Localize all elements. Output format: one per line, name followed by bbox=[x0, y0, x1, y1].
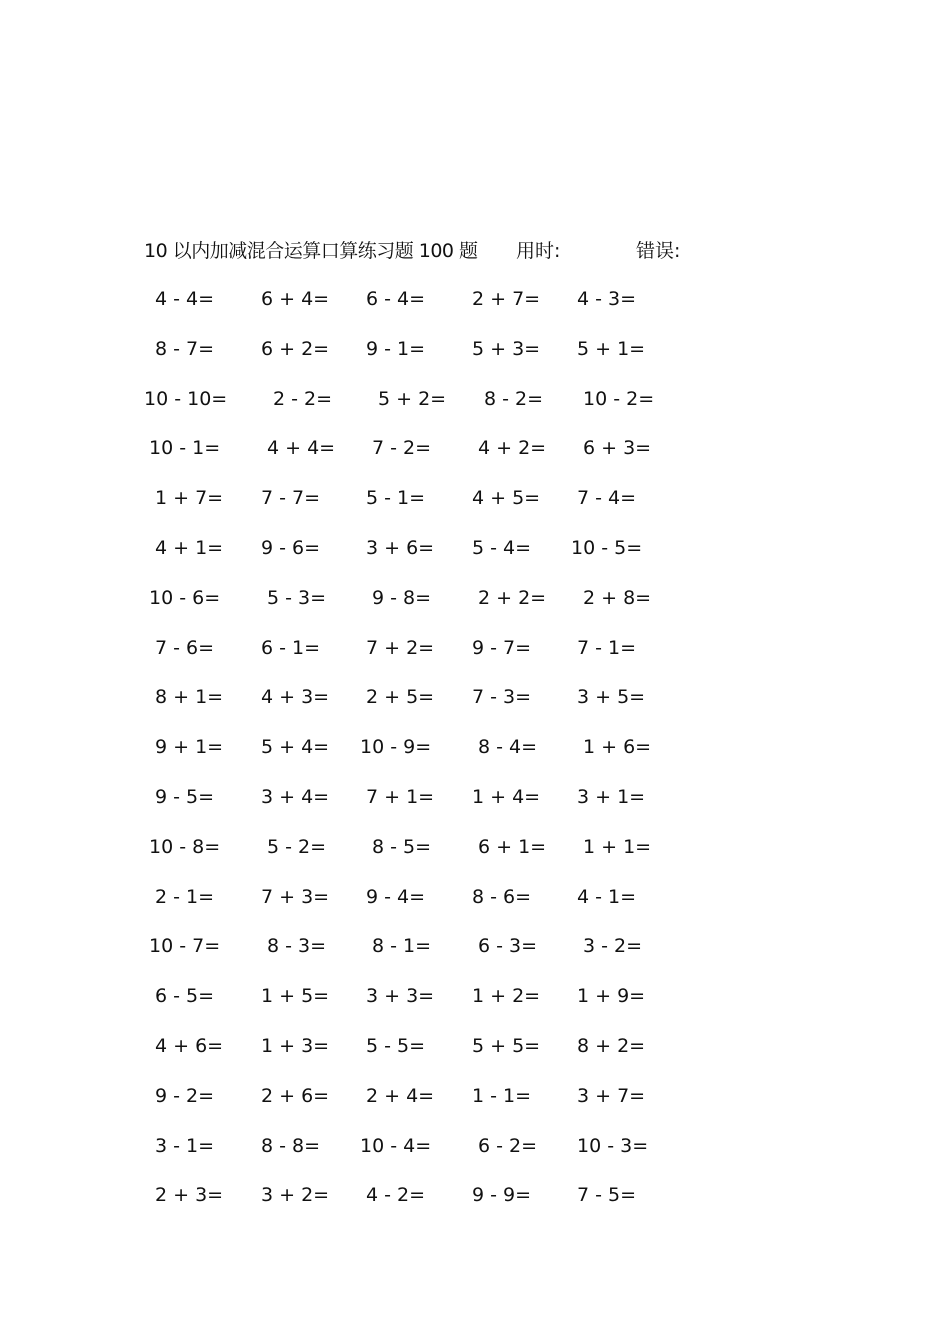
arithmetic-problem: 5 - 5= bbox=[366, 1034, 426, 1057]
arithmetic-problem: 4 + 2= bbox=[478, 437, 547, 460]
arithmetic-problem: 5 - 2= bbox=[267, 835, 327, 858]
arithmetic-problem: 10 - 2= bbox=[583, 387, 655, 410]
problem-row bbox=[0, 882, 950, 932]
arithmetic-problem: 7 - 7= bbox=[261, 487, 321, 510]
arithmetic-problem: 10 - 7= bbox=[149, 935, 221, 958]
arithmetic-problem: 9 + 1= bbox=[155, 736, 224, 759]
arithmetic-problem: 7 - 6= bbox=[155, 636, 215, 659]
arithmetic-problem: 7 - 5= bbox=[577, 1184, 637, 1207]
arithmetic-problem: 8 - 5= bbox=[372, 835, 432, 858]
arithmetic-problem: 6 - 2= bbox=[478, 1134, 538, 1157]
arithmetic-problem: 5 + 3= bbox=[472, 337, 541, 360]
problem-row bbox=[0, 981, 950, 1031]
arithmetic-problem: 1 + 5= bbox=[261, 985, 330, 1008]
arithmetic-problem: 6 + 2= bbox=[261, 337, 330, 360]
arithmetic-problem: 7 + 1= bbox=[366, 785, 435, 808]
arithmetic-problem: 7 - 2= bbox=[372, 437, 432, 460]
arithmetic-problem: 9 - 6= bbox=[261, 536, 321, 559]
arithmetic-problem: 5 + 5= bbox=[472, 1034, 541, 1057]
arithmetic-problem: 9 - 9= bbox=[472, 1184, 532, 1207]
arithmetic-problem: 3 + 2= bbox=[261, 1184, 330, 1207]
arithmetic-problem: 10 - 10= bbox=[144, 387, 228, 410]
arithmetic-problem: 3 + 5= bbox=[577, 686, 646, 709]
arithmetic-problem: 4 + 4= bbox=[267, 437, 336, 460]
arithmetic-problem: 3 + 3= bbox=[366, 985, 435, 1008]
arithmetic-problem: 2 - 1= bbox=[155, 885, 215, 908]
arithmetic-problem: 3 + 7= bbox=[577, 1084, 646, 1107]
arithmetic-problem: 2 - 2= bbox=[273, 387, 333, 410]
arithmetic-problem: 4 + 5= bbox=[472, 487, 541, 510]
errors-label: 错误: bbox=[636, 240, 681, 262]
problem-row bbox=[0, 633, 950, 683]
arithmetic-problem: 8 - 2= bbox=[484, 387, 544, 410]
problem-row bbox=[0, 1031, 950, 1081]
arithmetic-problem: 7 + 3= bbox=[261, 885, 330, 908]
arithmetic-problem: 9 - 2= bbox=[155, 1084, 215, 1107]
arithmetic-problem: 2 + 6= bbox=[261, 1084, 330, 1107]
arithmetic-problem: 2 + 4= bbox=[366, 1084, 435, 1107]
problem-row bbox=[0, 832, 950, 882]
arithmetic-problem: 9 - 8= bbox=[372, 586, 432, 609]
problem-grid bbox=[0, 284, 950, 1230]
arithmetic-problem: 10 - 9= bbox=[360, 736, 432, 759]
arithmetic-problem: 2 + 2= bbox=[478, 586, 547, 609]
arithmetic-problem: 5 - 1= bbox=[366, 487, 426, 510]
problem-row bbox=[0, 483, 950, 533]
problem-row bbox=[0, 1131, 950, 1181]
arithmetic-problem: 1 + 1= bbox=[583, 835, 652, 858]
arithmetic-problem: 7 - 1= bbox=[577, 636, 637, 659]
worksheet-title: 10 以内加减混合运算口算练习题 100 题 bbox=[144, 240, 478, 262]
arithmetic-problem: 3 - 2= bbox=[583, 935, 643, 958]
arithmetic-problem: 5 + 1= bbox=[577, 337, 646, 360]
arithmetic-problem: 1 + 3= bbox=[261, 1034, 330, 1057]
arithmetic-problem: 3 + 4= bbox=[261, 785, 330, 808]
arithmetic-problem: 2 + 8= bbox=[583, 586, 652, 609]
arithmetic-problem: 9 - 7= bbox=[472, 636, 532, 659]
arithmetic-problem: 1 + 6= bbox=[583, 736, 652, 759]
problem-row bbox=[0, 284, 950, 334]
problem-row bbox=[0, 782, 950, 832]
problem-row bbox=[0, 1081, 950, 1131]
arithmetic-problem: 8 - 8= bbox=[261, 1134, 321, 1157]
arithmetic-problem: 8 - 1= bbox=[372, 935, 432, 958]
arithmetic-problem: 4 + 1= bbox=[155, 536, 224, 559]
arithmetic-problem: 9 - 4= bbox=[366, 885, 426, 908]
arithmetic-problem: 9 - 1= bbox=[366, 337, 426, 360]
arithmetic-problem: 5 - 4= bbox=[472, 536, 532, 559]
arithmetic-problem: 7 - 3= bbox=[472, 686, 532, 709]
arithmetic-problem: 10 - 4= bbox=[360, 1134, 432, 1157]
arithmetic-problem: 3 + 6= bbox=[366, 536, 435, 559]
arithmetic-problem: 4 + 3= bbox=[261, 686, 330, 709]
arithmetic-problem: 4 - 2= bbox=[366, 1184, 426, 1207]
arithmetic-problem: 4 - 3= bbox=[577, 288, 637, 310]
arithmetic-problem: 1 - 1= bbox=[472, 1084, 532, 1107]
arithmetic-problem: 8 + 1= bbox=[155, 686, 224, 709]
problem-row bbox=[0, 533, 950, 583]
arithmetic-problem: 3 + 1= bbox=[577, 785, 646, 808]
arithmetic-problem: 7 - 4= bbox=[577, 487, 637, 510]
arithmetic-problem: 4 + 6= bbox=[155, 1034, 224, 1057]
arithmetic-problem: 9 - 5= bbox=[155, 785, 215, 808]
arithmetic-problem: 5 - 3= bbox=[267, 586, 327, 609]
arithmetic-problem: 3 - 1= bbox=[155, 1134, 215, 1157]
arithmetic-problem: 6 + 3= bbox=[583, 437, 652, 460]
arithmetic-problem: 10 - 5= bbox=[571, 536, 643, 559]
time-used-label: 用时: bbox=[516, 240, 561, 262]
arithmetic-problem: 1 + 7= bbox=[155, 487, 224, 510]
arithmetic-problem: 10 - 6= bbox=[149, 586, 221, 609]
arithmetic-problem: 4 - 4= bbox=[155, 288, 215, 310]
arithmetic-problem: 8 - 3= bbox=[267, 935, 327, 958]
worksheet-header bbox=[0, 236, 950, 266]
problem-row bbox=[0, 384, 950, 434]
arithmetic-problem: 1 + 2= bbox=[472, 985, 541, 1008]
arithmetic-problem: 8 - 4= bbox=[478, 736, 538, 759]
arithmetic-problem: 7 + 2= bbox=[366, 636, 435, 659]
arithmetic-problem: 8 - 6= bbox=[472, 885, 532, 908]
arithmetic-problem: 5 + 4= bbox=[261, 736, 330, 759]
arithmetic-problem: 2 + 7= bbox=[472, 288, 541, 310]
problem-row bbox=[0, 334, 950, 384]
arithmetic-problem: 2 + 3= bbox=[155, 1184, 224, 1207]
arithmetic-problem: 10 - 1= bbox=[149, 437, 221, 460]
problem-row bbox=[0, 583, 950, 633]
problem-row bbox=[0, 433, 950, 483]
arithmetic-problem: 4 - 1= bbox=[577, 885, 637, 908]
arithmetic-problem: 6 + 4= bbox=[261, 288, 330, 310]
arithmetic-problem: 6 + 1= bbox=[478, 835, 547, 858]
arithmetic-problem: 2 + 5= bbox=[366, 686, 435, 709]
arithmetic-problem: 6 - 1= bbox=[261, 636, 321, 659]
arithmetic-problem: 10 - 8= bbox=[149, 835, 221, 858]
arithmetic-problem: 6 - 3= bbox=[478, 935, 538, 958]
arithmetic-problem: 1 + 9= bbox=[577, 985, 646, 1008]
arithmetic-problem: 6 - 5= bbox=[155, 985, 215, 1008]
arithmetic-problem: 5 + 2= bbox=[378, 387, 447, 410]
problem-row bbox=[0, 931, 950, 981]
arithmetic-problem: 8 - 7= bbox=[155, 337, 215, 360]
arithmetic-problem: 8 + 2= bbox=[577, 1034, 646, 1057]
problem-row bbox=[0, 682, 950, 732]
arithmetic-problem: 10 - 3= bbox=[577, 1134, 649, 1157]
arithmetic-problem: 6 - 4= bbox=[366, 288, 426, 310]
problem-row bbox=[0, 1180, 950, 1230]
arithmetic-problem: 1 + 4= bbox=[472, 785, 541, 808]
problem-row bbox=[0, 732, 950, 782]
